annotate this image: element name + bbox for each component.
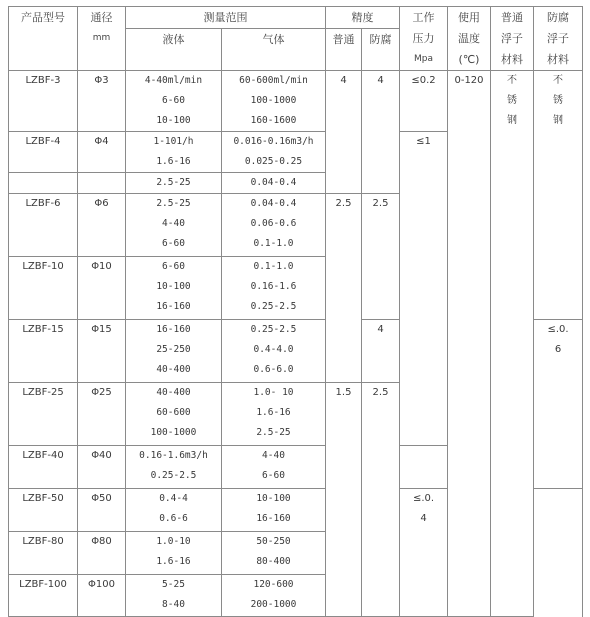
bore-text: Φ50 bbox=[91, 493, 112, 504]
gas-range: 160-1600 bbox=[250, 115, 297, 126]
liquid-cell bbox=[126, 532, 222, 575]
header-float-corr-line3: 材料 bbox=[547, 53, 569, 66]
bore-cell bbox=[78, 320, 126, 383]
header-pressure bbox=[400, 7, 448, 71]
model-text: LZBF-50 bbox=[22, 493, 64, 504]
bore-text: Φ10 bbox=[91, 261, 112, 272]
liquid-cell bbox=[126, 489, 222, 532]
header-acc-normal-label: 普通 bbox=[332, 33, 355, 46]
header-temp-line1: 使用 bbox=[458, 11, 480, 24]
pressure-cell bbox=[400, 132, 448, 446]
gas-cell bbox=[222, 257, 326, 320]
liquid-range: 25-250 bbox=[156, 344, 191, 355]
bore-cell bbox=[78, 71, 126, 132]
liquid-range: 0.6-6 bbox=[159, 513, 188, 524]
liquid-range: 4-40 bbox=[162, 218, 185, 229]
accuracy-corrosion-cell bbox=[362, 383, 400, 617]
model-cell bbox=[9, 194, 78, 257]
liquid-range: 5-25 bbox=[162, 579, 185, 590]
gas-range: 100-1000 bbox=[250, 95, 297, 106]
header-float-normal-line1: 普通 bbox=[501, 11, 523, 24]
header-bore bbox=[78, 7, 126, 71]
model-text: LZBF-40 bbox=[22, 450, 64, 461]
gas-cell bbox=[222, 575, 326, 617]
header-float-corrosion bbox=[534, 7, 583, 71]
gas-range: 1.0- 10 bbox=[253, 387, 294, 398]
header-acc-normal bbox=[326, 29, 362, 71]
gas-range: 120-600 bbox=[253, 579, 294, 590]
accuracy-corrosion-cell bbox=[362, 71, 400, 194]
header-pressure-line1: 工作 bbox=[412, 11, 435, 24]
liquid-range: 1.6-16 bbox=[156, 156, 191, 167]
bore-cell bbox=[78, 257, 126, 320]
model-cell bbox=[9, 320, 78, 383]
liquid-range: 1-101/h bbox=[153, 136, 194, 147]
float-corrosion-cell bbox=[534, 71, 583, 320]
bore-text: Φ80 bbox=[91, 536, 112, 547]
bore-text: Φ100 bbox=[88, 579, 115, 590]
liquid-range: 16-160 bbox=[156, 324, 191, 335]
liquid-range: 10-100 bbox=[156, 115, 191, 126]
float-normal-cell bbox=[491, 71, 534, 617]
gas-range: 0.04-0.4 bbox=[250, 198, 297, 209]
gas-cell bbox=[222, 383, 326, 446]
model-text: LZBF-3 bbox=[25, 75, 61, 86]
gas-cell bbox=[222, 71, 326, 132]
bore-text: Φ15 bbox=[91, 324, 112, 335]
header-temp-line2: 温度 bbox=[458, 32, 480, 45]
bore-cell bbox=[78, 532, 126, 575]
bore-text: Φ4 bbox=[94, 136, 109, 147]
bore-text bbox=[79, 173, 124, 193]
gas-cell bbox=[222, 132, 326, 173]
liquid-range: 100-1000 bbox=[150, 427, 197, 438]
accuracy-normal-cell bbox=[326, 194, 362, 383]
liquid-range: 6-60 bbox=[162, 238, 185, 249]
float-corrosion-char: 钢 bbox=[553, 115, 563, 126]
header-model bbox=[9, 7, 78, 71]
model-cell bbox=[9, 71, 78, 132]
bore-text: Φ6 bbox=[94, 198, 109, 209]
pressure-value: ≤0.2 bbox=[411, 75, 436, 86]
temperature-cell bbox=[448, 71, 491, 617]
temperature-value: 0-120 bbox=[454, 75, 484, 86]
accuracy-corrosion-cell bbox=[362, 194, 400, 320]
header-temp-unit: (℃) bbox=[458, 53, 480, 66]
header-float-corr-line2: 浮子 bbox=[547, 32, 569, 45]
liquid-range: 10-100 bbox=[156, 281, 191, 292]
accuracy-corrosion-value: 4 bbox=[377, 324, 384, 335]
gas-range: 10-100 bbox=[256, 493, 291, 504]
gas-range: 0.16-1.6 bbox=[250, 281, 297, 292]
gas-cell bbox=[222, 320, 326, 383]
model-cell bbox=[9, 383, 78, 446]
header-accuracy bbox=[326, 7, 400, 29]
table-row bbox=[9, 71, 583, 132]
header-bore-unit: mm bbox=[92, 33, 111, 43]
gas-range: 50-250 bbox=[256, 536, 291, 547]
bore-cell bbox=[78, 173, 126, 194]
gas-range: 4-40 bbox=[262, 450, 285, 461]
header-gas bbox=[222, 29, 326, 71]
accuracy-corrosion-cell bbox=[362, 320, 400, 383]
liquid-range: 2.5-25 bbox=[156, 177, 191, 188]
liquid-range: 60-600 bbox=[156, 407, 191, 418]
liquid-range: 1.0-10 bbox=[156, 536, 191, 547]
header-model-label: 产品型号 bbox=[21, 11, 65, 24]
header-row-1 bbox=[9, 7, 583, 29]
header-range bbox=[126, 7, 326, 29]
accuracy-normal-value: 4 bbox=[340, 75, 347, 86]
gas-range: 200-1000 bbox=[250, 599, 297, 610]
bore-cell bbox=[78, 383, 126, 446]
pressure-value: 4 bbox=[420, 513, 427, 524]
liquid-cell bbox=[126, 575, 222, 617]
pressure-value: ≤.0. bbox=[547, 324, 569, 335]
bore-cell bbox=[78, 194, 126, 257]
header-acc-corrosion bbox=[362, 29, 400, 71]
header-acc-corrosion-label: 防腐 bbox=[369, 33, 392, 46]
model-cell bbox=[9, 532, 78, 575]
accuracy-normal-value: 1.5 bbox=[335, 387, 352, 398]
float-corrosion-char: 不 bbox=[553, 75, 563, 86]
gas-range: 80-400 bbox=[256, 556, 291, 567]
liquid-range: 0.25-2.5 bbox=[150, 470, 197, 481]
bore-cell bbox=[78, 446, 126, 489]
gas-cell bbox=[222, 194, 326, 257]
liquid-cell bbox=[126, 194, 222, 257]
liquid-range: 6-60 bbox=[162, 95, 185, 106]
float-normal-char: 钢 bbox=[507, 115, 517, 126]
model-text: LZBF-6 bbox=[25, 198, 61, 209]
spec-table bbox=[8, 6, 583, 617]
gas-range: 6-60 bbox=[262, 470, 285, 481]
float-normal-char: 锈 bbox=[507, 95, 517, 106]
gas-range: 1.6-16 bbox=[256, 407, 291, 418]
header-pressure-line2: 压力 bbox=[412, 32, 435, 45]
liquid-cell bbox=[126, 446, 222, 489]
gas-range: 0.04-0.4 bbox=[250, 177, 297, 188]
gas-range: 0.016-0.16m3/h bbox=[233, 136, 314, 147]
model-cell bbox=[9, 257, 78, 320]
liquid-cell bbox=[126, 320, 222, 383]
liquid-range: 8-40 bbox=[162, 599, 185, 610]
header-liquid-label: 液体 bbox=[162, 33, 185, 46]
accuracy-normal-cell bbox=[326, 383, 362, 617]
accuracy-normal-cell bbox=[326, 71, 362, 194]
gas-range: 2.5-25 bbox=[256, 427, 291, 438]
pressure-cell bbox=[400, 71, 448, 132]
accuracy-corrosion-value: 2.5 bbox=[372, 198, 389, 209]
bore-cell bbox=[78, 132, 126, 173]
float-corrosion-char: 锈 bbox=[553, 95, 563, 106]
accuracy-corrosion-value: 4 bbox=[377, 75, 384, 86]
gas-cell bbox=[222, 446, 326, 489]
header-accuracy-label: 精度 bbox=[351, 11, 374, 24]
gas-range: 0.06-0.6 bbox=[250, 218, 297, 229]
model-text: LZBF-10 bbox=[22, 261, 64, 272]
bore-text: Φ40 bbox=[91, 450, 112, 461]
header-range-label: 测量范围 bbox=[203, 11, 248, 24]
gas-range: 16-160 bbox=[256, 513, 291, 524]
liquid-cell bbox=[126, 71, 222, 132]
gas-range: 0.6-6.0 bbox=[253, 364, 294, 375]
gas-range: 0.025-0.25 bbox=[244, 156, 303, 167]
model-text: LZBF-15 bbox=[22, 324, 64, 335]
pressure-cell bbox=[400, 489, 448, 617]
gas-range: 0.25-2.5 bbox=[250, 301, 297, 312]
gas-range: 60-600ml/min bbox=[239, 75, 308, 86]
pressure-value: ≤.0. bbox=[412, 493, 435, 504]
header-float-normal-line3: 材料 bbox=[501, 53, 523, 66]
liquid-cell bbox=[126, 383, 222, 446]
header-liquid bbox=[126, 29, 222, 71]
liquid-cell bbox=[126, 132, 222, 173]
model-text: LZBF-25 bbox=[22, 387, 64, 398]
gas-range: 0.25-2.5 bbox=[250, 324, 297, 335]
liquid-range: 0.16-1.6m3/h bbox=[139, 450, 208, 461]
model-text: LZBF-4 bbox=[25, 136, 61, 147]
bore-cell bbox=[78, 575, 126, 617]
model-cell bbox=[9, 173, 78, 194]
header-float-normal bbox=[491, 7, 534, 71]
liquid-cell bbox=[126, 173, 222, 194]
gas-cell bbox=[222, 489, 326, 532]
gas-range: 0.1-1.0 bbox=[253, 261, 294, 272]
header-gas-label: 气体 bbox=[262, 33, 285, 46]
model-cell bbox=[9, 489, 78, 532]
liquid-range: 16-160 bbox=[156, 301, 191, 312]
bore-cell bbox=[78, 489, 126, 532]
pressure-value: 6 bbox=[554, 344, 562, 355]
header-bore-label: 通径 bbox=[90, 11, 113, 24]
bore-text: Φ25 bbox=[91, 387, 112, 398]
accuracy-corrosion-value: 2.5 bbox=[372, 387, 389, 398]
model-text: LZBF-100 bbox=[19, 579, 67, 590]
liquid-range: 2.5-25 bbox=[156, 198, 191, 209]
liquid-range: 4-40ml/min bbox=[144, 75, 203, 86]
liquid-range: 0.4-4 bbox=[159, 493, 188, 504]
model-cell bbox=[9, 132, 78, 173]
liquid-range: 40-400 bbox=[156, 364, 191, 375]
gas-cell bbox=[222, 532, 326, 575]
model-cell bbox=[9, 446, 78, 489]
liquid-cell bbox=[126, 257, 222, 320]
liquid-range: 1.6-16 bbox=[156, 556, 191, 567]
header-pressure-unit: Mpa bbox=[414, 54, 433, 64]
bore-text: Φ3 bbox=[94, 75, 109, 86]
model-cell bbox=[9, 575, 78, 617]
float-normal-char: 不 bbox=[507, 75, 517, 86]
liquid-range: 40-400 bbox=[156, 387, 191, 398]
liquid-range: 6-60 bbox=[162, 261, 185, 272]
accuracy-normal-value: 2.5 bbox=[335, 198, 352, 209]
model-text: LZBF-80 bbox=[22, 536, 64, 547]
pressure-value: ≤1 bbox=[416, 136, 431, 147]
header-float-normal-line2: 浮子 bbox=[501, 32, 523, 45]
header-temperature bbox=[448, 7, 491, 71]
gas-cell bbox=[222, 173, 326, 194]
gas-range: 0.4-4.0 bbox=[253, 344, 294, 355]
header-float-corr-line1: 防腐 bbox=[547, 11, 569, 24]
pressure-cell bbox=[534, 320, 583, 489]
gas-range: 0.1-1.0 bbox=[253, 238, 294, 249]
model-text bbox=[10, 173, 76, 193]
